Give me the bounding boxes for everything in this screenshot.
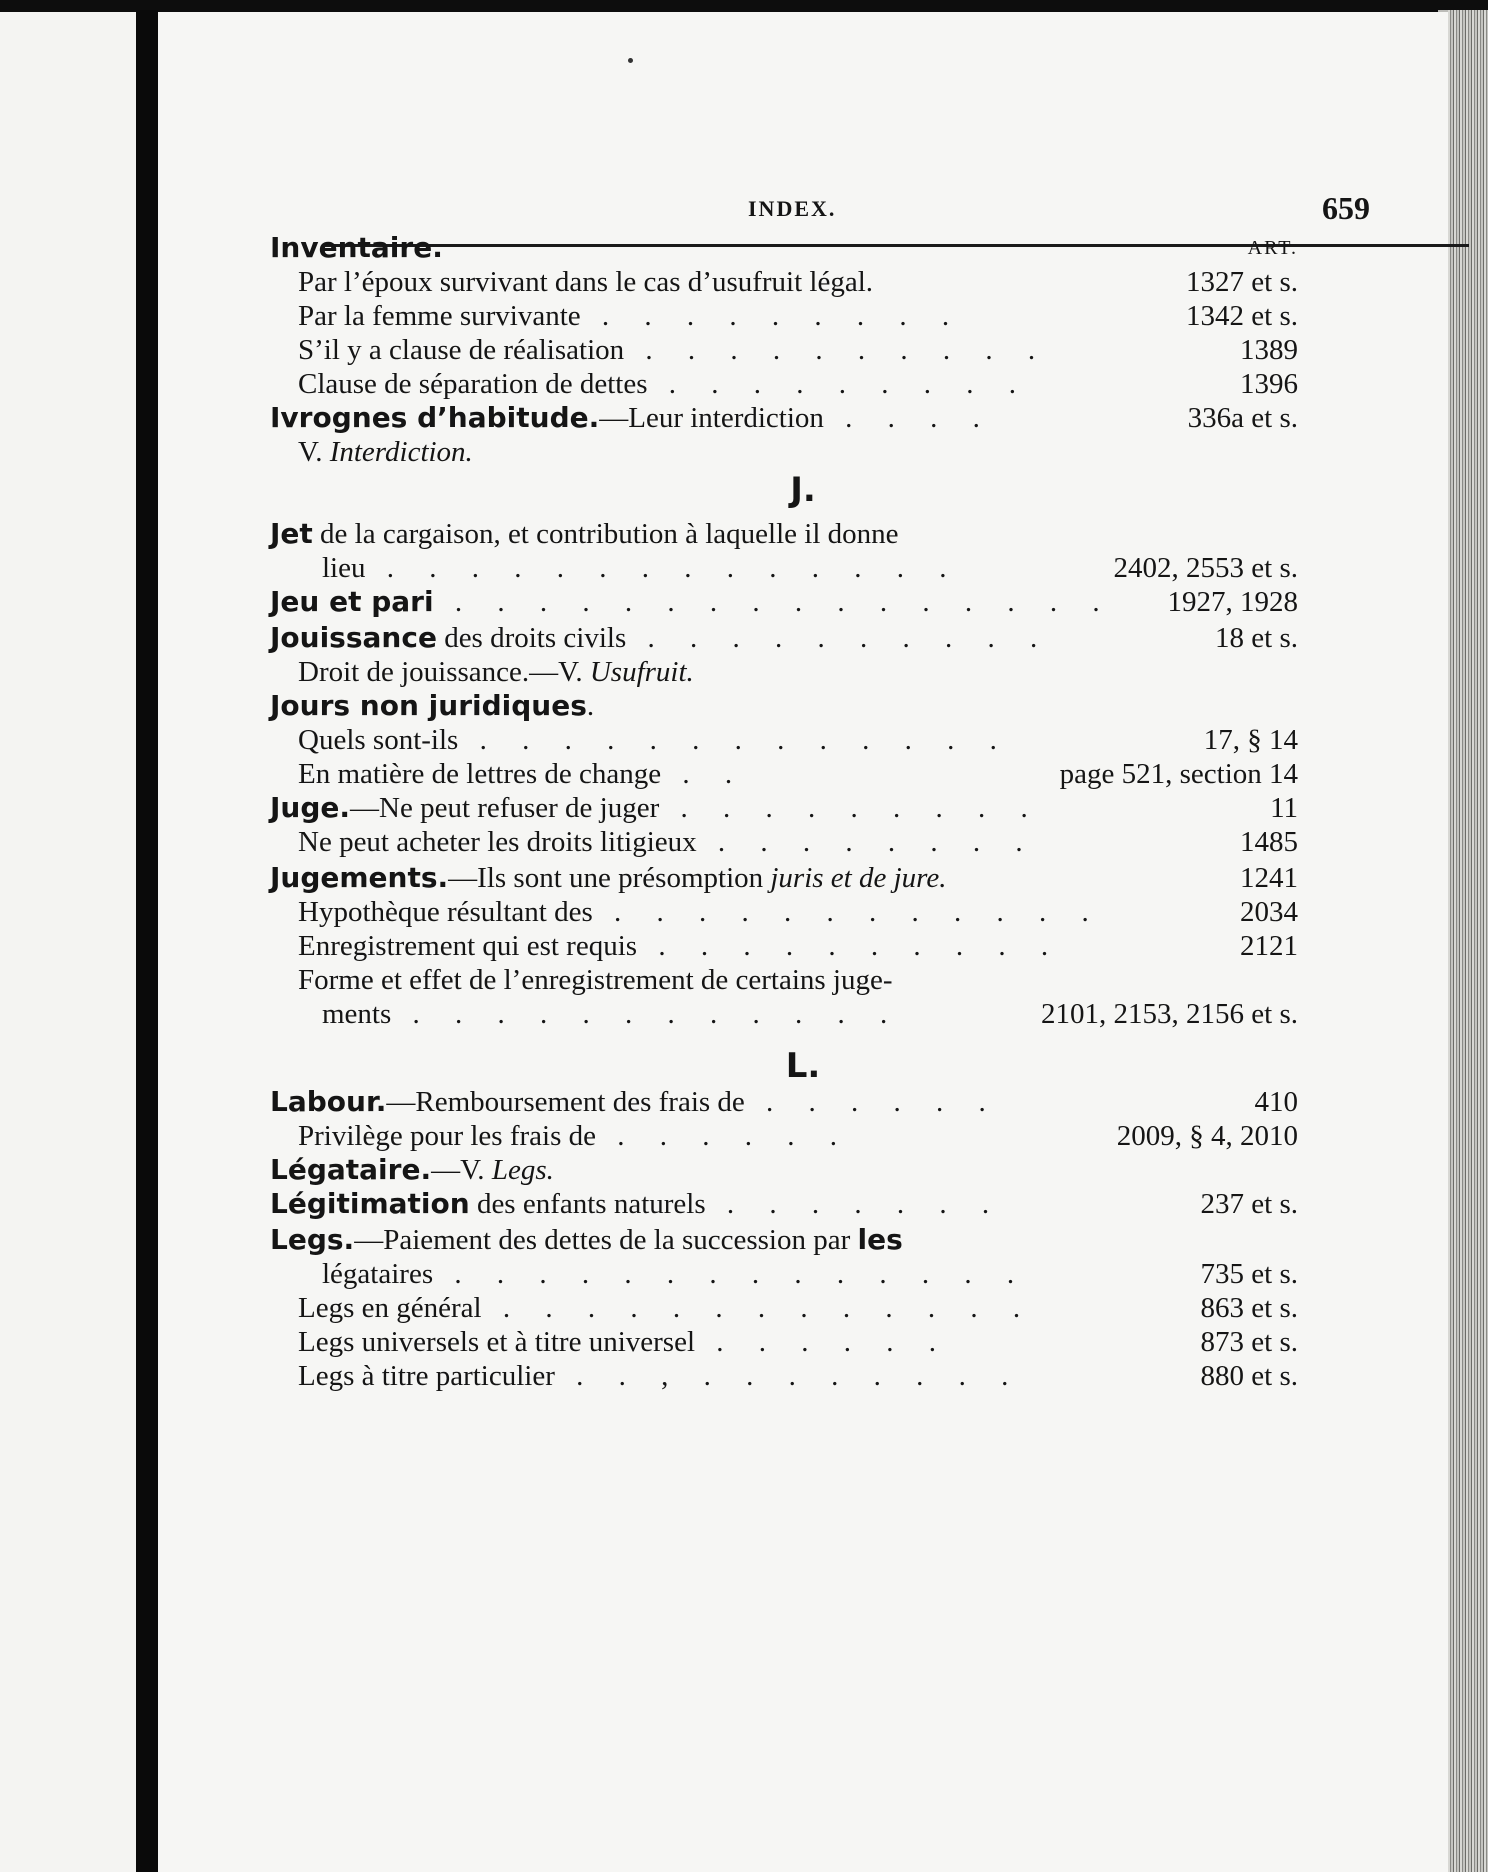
index-entry — [158, 822, 1448, 862]
entry-reference: 863 et s. — [1200, 1292, 1298, 1324]
entry-reference: 336a et s. — [1187, 402, 1298, 434]
entry-description: Par l’époux survivant dans le cas d’usufruit légal. — [298, 266, 874, 298]
entry-reference: page 521, section 14 — [1059, 758, 1298, 790]
entry-text — [298, 1356, 1022, 1396]
entry-description: Droit de jouissance.—V. — [298, 656, 590, 688]
entry-description: Legs en général — [298, 1292, 482, 1324]
entry-reference: 2121 — [1240, 930, 1298, 962]
entry-description: V. — [298, 436, 330, 468]
entry-description: —Paiement des dettes de la succession par — [354, 1224, 858, 1256]
entry-headword: Jet — [270, 517, 313, 550]
entry-bold-tail: les — [857, 1223, 903, 1256]
entry-text — [270, 582, 1114, 622]
entry-headword: Ivrognes d’habitude. — [270, 401, 600, 434]
entry-description: —Leur interdiction — [599, 402, 824, 434]
entry-description: —Remboursement des frais de — [386, 1086, 745, 1118]
facing-page-edge — [0, 12, 142, 1872]
dot-leader: . . . . . . . . . . — [626, 622, 1052, 654]
dot-leader: . . . . . . . . . . — [637, 930, 1063, 962]
entry-description: . — [586, 690, 595, 722]
ink-speck — [628, 58, 633, 63]
entry-reference: 2402, 2553 et s. — [1113, 552, 1298, 584]
dot-leader: . . . . . . . . — [696, 826, 1037, 858]
index-entry — [158, 1356, 1448, 1396]
entry-description: lieu — [322, 552, 366, 584]
entry-headword: Inventaire. — [270, 231, 443, 264]
dot-leader: . . . . . . . . . . . . . . — [365, 552, 961, 584]
entry-reference: 2034 — [1240, 896, 1298, 928]
entry-description: Hypothèque résultant des — [298, 896, 593, 928]
entry-headword: Legs. — [270, 1223, 355, 1256]
dot-leader: . . . . . . . . . — [647, 368, 1030, 400]
entry-reference: ART. — [1247, 237, 1298, 259]
entry-reference: 1342 et s. — [1186, 300, 1298, 332]
entry-italic: Legs. — [491, 1154, 554, 1186]
entry-text — [270, 1184, 1003, 1224]
dot-leader: . . . . . . . . . . . . . — [458, 724, 1011, 756]
entry-italic: juris et de jure. — [770, 862, 947, 894]
entry-description: Clause de séparation de dettes — [298, 368, 648, 400]
dot-leader: . . . . . . . . . . . . — [592, 896, 1103, 928]
entry-reference: 18 et s. — [1215, 622, 1298, 654]
dot-leader: . . . . . . . . . . . . — [391, 998, 902, 1030]
entry-reference: 1241 — [1240, 862, 1298, 894]
dot-leader: . . . . . . . . . . . . . . — [433, 1258, 1029, 1290]
entry-text — [298, 822, 1037, 862]
entry-text — [322, 994, 901, 1034]
dot-leader: . . . . . . . . . . — [624, 334, 1050, 366]
index-entry — [158, 582, 1448, 622]
section-letter-l: L. — [785, 1046, 821, 1086]
entry-reference: 873 et s. — [1200, 1326, 1298, 1358]
entry-description: Quels sont-ils — [298, 724, 459, 756]
section-letter-j: J. — [790, 470, 816, 510]
dot-leader: . . . . . . . . . — [580, 300, 964, 332]
entry-italic: Usufruit. — [589, 656, 694, 688]
entry-reference: 1327 et s. — [1186, 266, 1298, 298]
entry-description: Forme et effet de l’enregistrement de certains juge- — [298, 964, 893, 996]
page-block-edge — [1448, 10, 1488, 1872]
entry-headword: Jeu et pari — [270, 585, 434, 618]
dot-leader: . . — [661, 758, 747, 790]
entry-text — [298, 432, 473, 472]
entry-description: —Ne peut refuser de juger — [350, 792, 660, 824]
entry-description: des enfants naturels — [469, 1188, 706, 1220]
running-head-title: INDEX. — [748, 196, 837, 221]
entry-headword: Jours non juridiques — [270, 689, 587, 722]
entry-description: Legs universels et à titre universel — [298, 1326, 696, 1358]
index-entry — [158, 994, 1448, 1034]
dot-leader: . . . . . . — [695, 1326, 951, 1358]
entry-description: En matière de lettres de change — [298, 758, 662, 790]
entry-reference: 1389 — [1240, 334, 1298, 366]
dot-leader: . . . . . . . — [705, 1188, 1004, 1220]
dot-leader: . . . . . . . . . . . . . — [481, 1292, 1035, 1324]
dot-leader: . . . . . . — [744, 1086, 1000, 1118]
entry-headword: Légataire. — [270, 1153, 432, 1186]
entry-headword: Légitimation — [270, 1187, 470, 1220]
entry-headword: Labour. — [270, 1085, 387, 1118]
entry-description: Privilège pour les frais de — [298, 1120, 596, 1152]
entry-description: de la cargaison, et contribution à laquelle il donne — [312, 518, 899, 550]
page-number: 659 — [1322, 190, 1370, 226]
entry-reference: 1396 — [1240, 368, 1298, 400]
entry-reference: 1927, 1928 — [1167, 586, 1298, 618]
entry-description: Legs à titre particulier — [298, 1360, 555, 1392]
entry-reference: 237 et s. — [1200, 1188, 1298, 1220]
dot-leader: . . . . . . . . . . . . . . . . — [433, 586, 1114, 618]
entry-reference: 17, § 14 — [1203, 724, 1298, 756]
dot-leader: . . . . — [823, 402, 994, 434]
dot-leader: . . . . . . — [595, 1120, 851, 1152]
entry-reference: 2101, 2153, 2156 et s. — [1041, 998, 1298, 1030]
running-head — [158, 190, 1448, 230]
entry-headword: Juge. — [270, 791, 351, 824]
entry-description: Par la femme survivante — [298, 300, 581, 332]
entry-description: —V. — [431, 1154, 492, 1186]
index-entry — [158, 432, 1448, 472]
entry-reference: 880 et s. — [1200, 1360, 1298, 1392]
book-gutter — [136, 10, 158, 1872]
dot-leader: . . . . . . . . . — [659, 792, 1042, 824]
entry-description: S’il y a clause de réalisation — [298, 334, 625, 366]
entry-description: des droits civils — [436, 622, 627, 654]
entry-reference: 1485 — [1240, 826, 1298, 858]
dot-leader: . . , . . . . . . . . — [554, 1360, 1023, 1392]
index-entry — [158, 1184, 1448, 1224]
entry-description: —Ils sont une présomption — [448, 862, 771, 894]
index-page — [158, 12, 1448, 1872]
entry-reference: 2009, § 4, 2010 — [1116, 1120, 1298, 1152]
entry-italic: Interdiction. — [329, 436, 473, 468]
entry-headword: Jugements. — [270, 861, 449, 894]
entry-description: Enregistrement qui est requis — [298, 930, 638, 962]
entry-description: légataires — [322, 1258, 434, 1290]
entry-reference: 410 — [1254, 1086, 1298, 1118]
entry-description: Ne peut acheter les droits litigieux — [298, 826, 697, 858]
entry-reference: 11 — [1270, 792, 1298, 824]
entry-headword: Jouissance — [270, 621, 437, 654]
entry-reference: 735 et s. — [1200, 1258, 1298, 1290]
entry-description: ments — [322, 998, 392, 1030]
